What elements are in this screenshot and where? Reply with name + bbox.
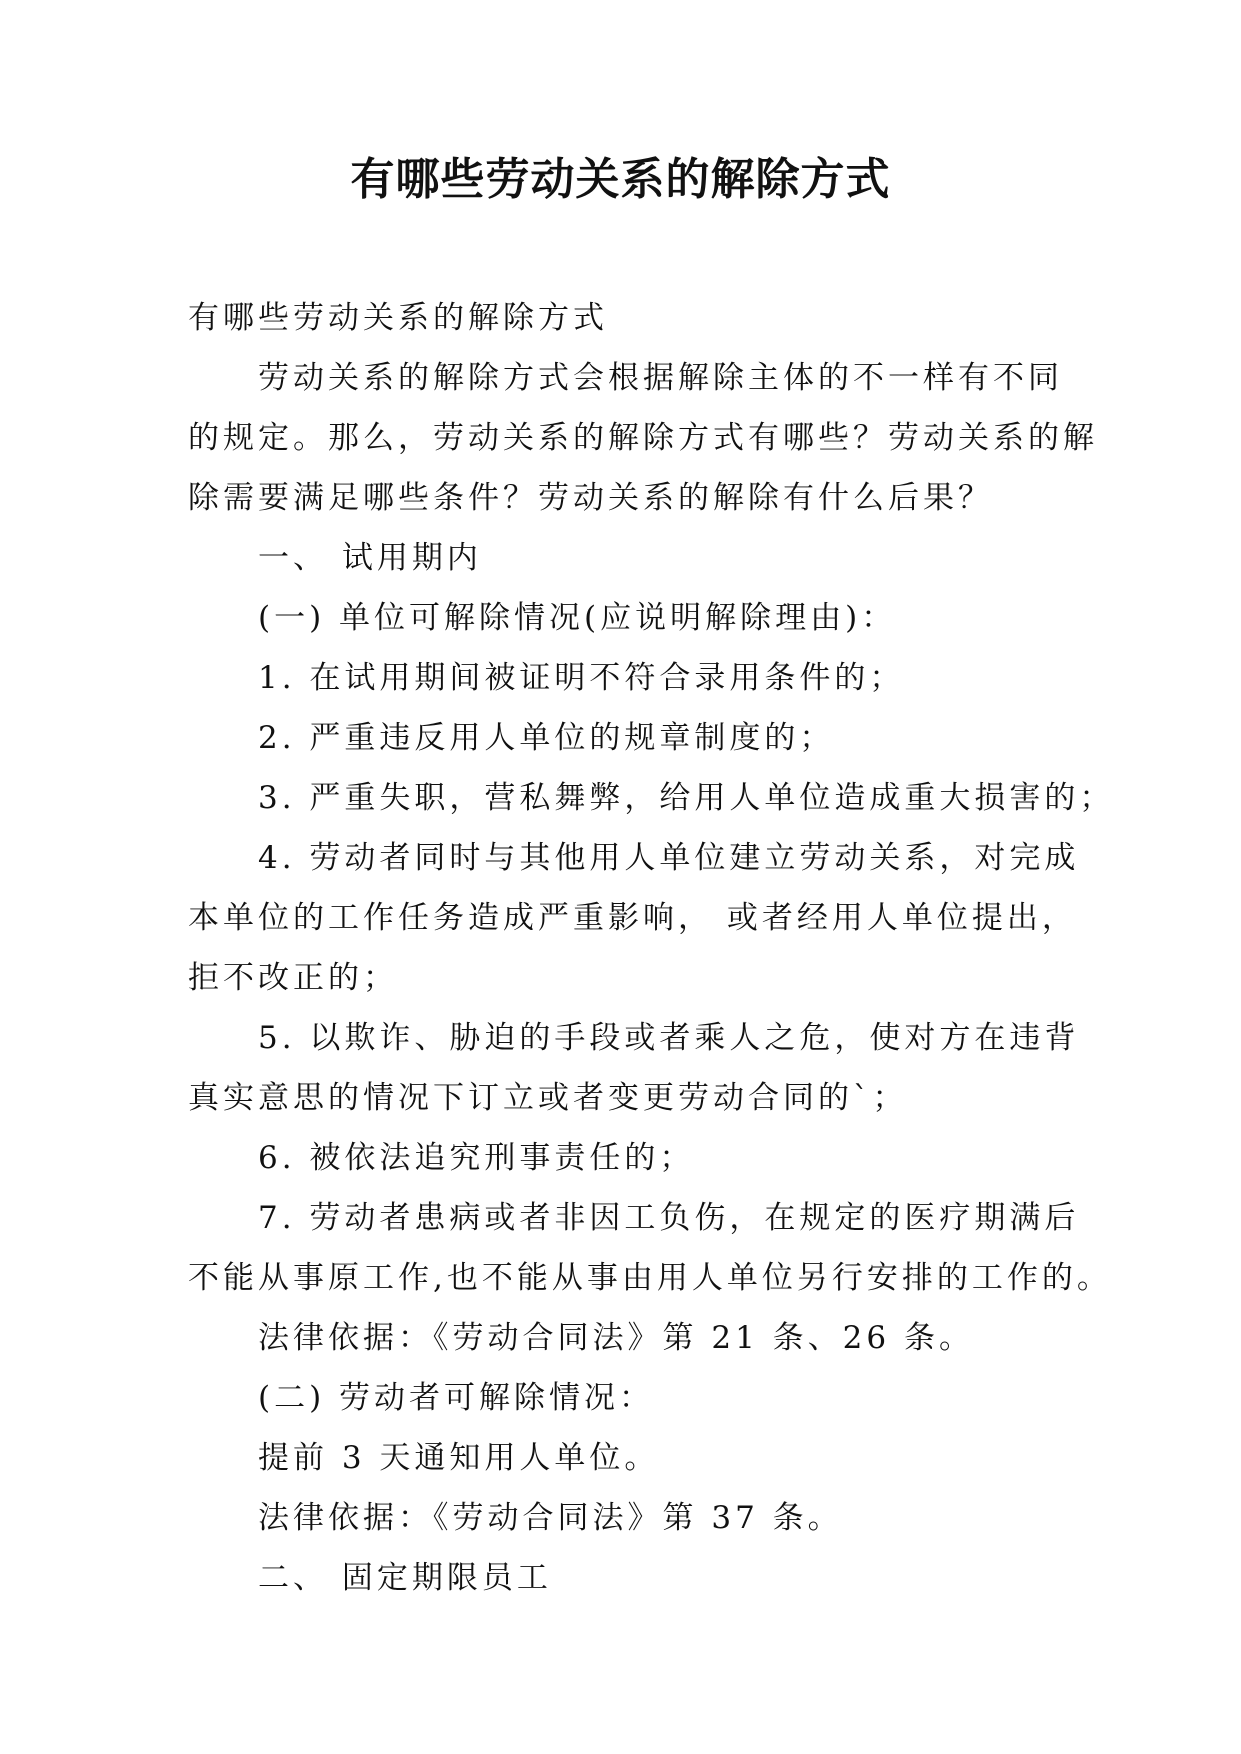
document-body (188, 288, 1115, 1608)
list-item: 2. 严重违反用人单位的规章制度的； (258, 720, 835, 756)
paragraph-line: 的规定。那么，劳动关系的解除方式有哪些？劳动关系的解 (188, 420, 1098, 456)
subsection-heading: (一) 单位可解除情况(应说明解除理由)： (258, 600, 897, 636)
list-item: 7. 劳动者患病或者非因工负伤，在规定的医疗期满后 (258, 1200, 1080, 1236)
list-item: 1. 在试用期间被证明不符合录用条件的； (258, 660, 905, 696)
paragraph-line: 提前 3 天通知用人单位。 (258, 1440, 660, 1476)
paragraph-line: 除需要满足哪些条件？劳动关系的解除有什么后果？ (188, 480, 993, 516)
subsection-heading: (二) 劳动者可解除情况： (258, 1380, 655, 1416)
list-item-continuation: 真实意思的情况下订立或者变更劳动合同的`； (188, 1080, 908, 1116)
paragraph-line: 有哪些劳动关系的解除方式 (188, 300, 608, 336)
list-item: 5. 以欺诈、胁迫的手段或者乘人之危，使对方在违背 (258, 1020, 1080, 1056)
list-item: 4. 劳动者同时与其他用人单位建立劳动关系，对完成 (258, 840, 1080, 876)
section-heading: 一、 试用期内 (258, 540, 482, 576)
list-item: 3. 严重失职，营私舞弊，给用人单位造成重大损害的； (258, 780, 1115, 816)
legal-basis: 法律依据：《劳动合同法》第 37 条。 (258, 1500, 843, 1536)
list-item-continuation: 拒不改正的； (188, 960, 398, 996)
paragraph-line: 劳动关系的解除方式会根据解除主体的不一样有不同 (258, 360, 1063, 396)
list-item-continuation: 不能从事原工作,也不能从事由用人单位另行安排的工作的。 (188, 1260, 1112, 1296)
list-item-continuation: 本单位的工作任务造成严重影响， 或者经用人单位提出， (188, 900, 1077, 936)
list-item: 6. 被依法追究刑事责任的； (258, 1140, 695, 1176)
section-heading: 二、 固定期限员工 (258, 1560, 552, 1596)
legal-basis: 法律依据：《劳动合同法》第 21 条、26 条。 (258, 1320, 974, 1356)
document-title: 有哪些劳动关系的解除方式 (350, 154, 891, 205)
